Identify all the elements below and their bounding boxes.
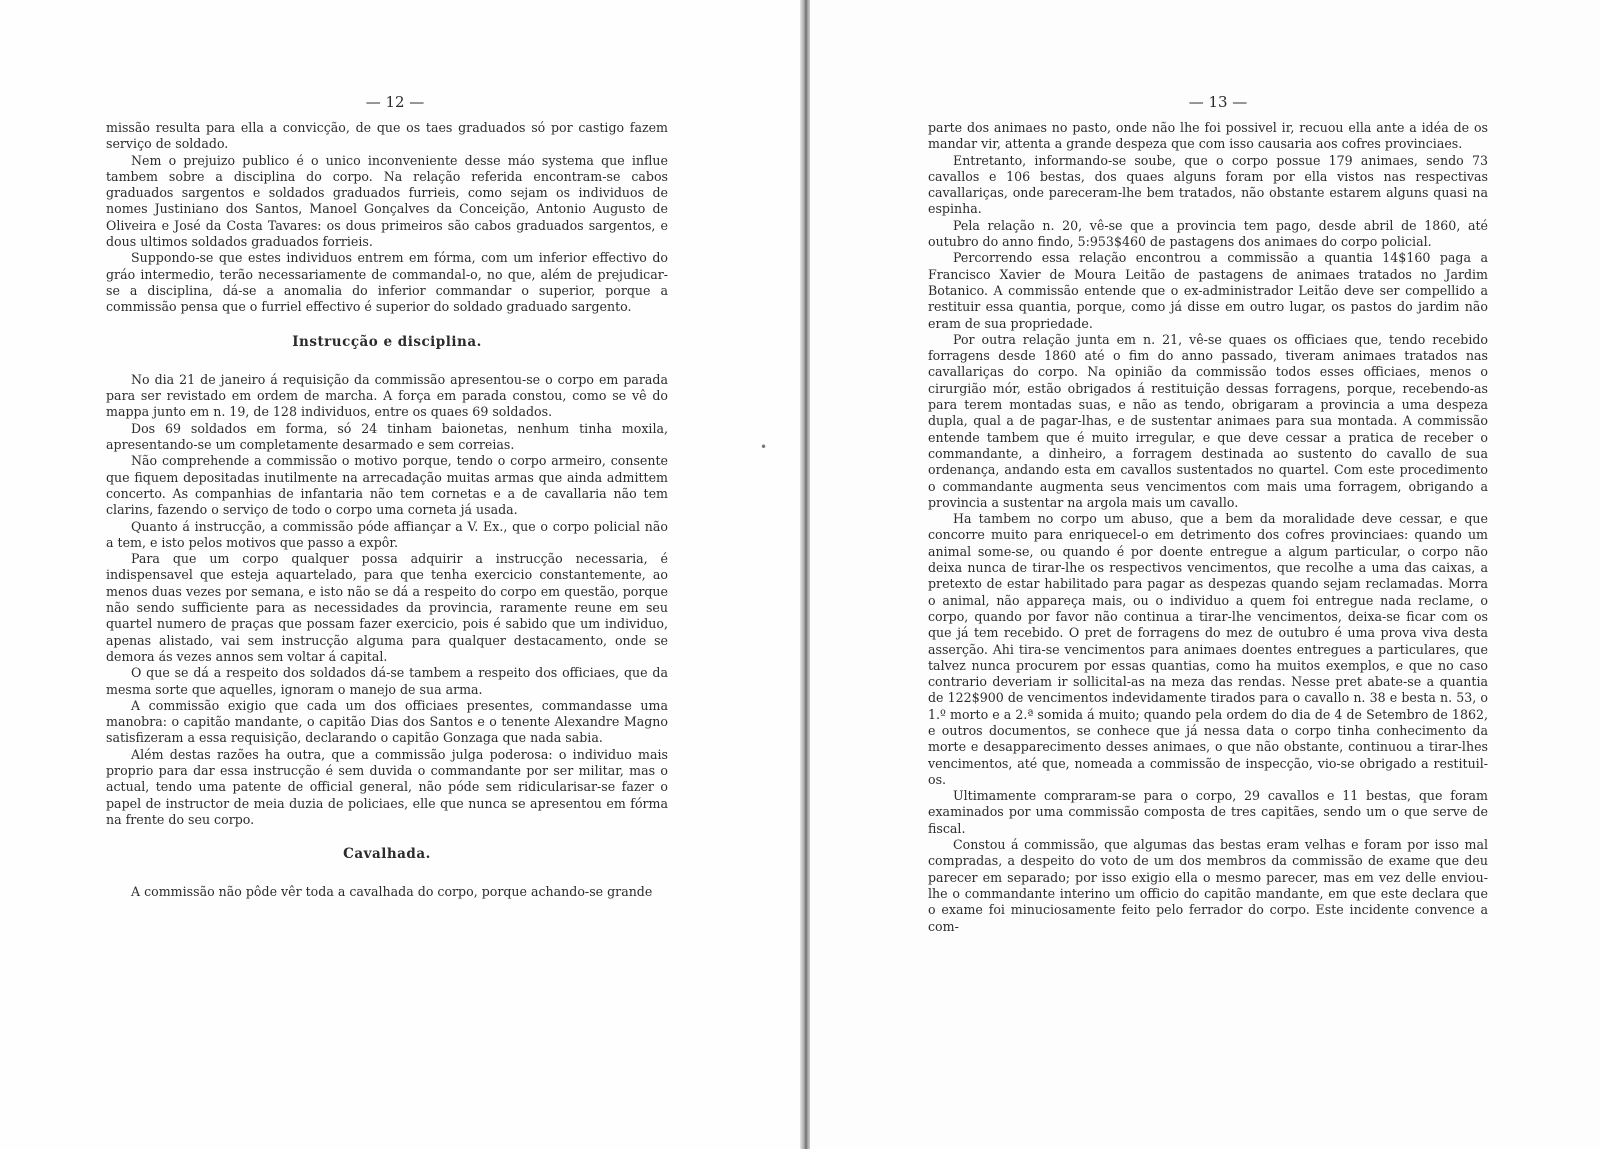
left-page-text bbox=[106, 120, 668, 901]
paragraph: O que se dá a respeito dos soldados dá-se tambem a respeito dos officiaes, que da mesma sorte que aquelles, ignoram o manejo de sua arma. bbox=[106, 665, 668, 697]
right-page-text bbox=[928, 120, 1488, 935]
paragraph: A commissão não pôde vêr toda a cavalhada do corpo, porque achando-se grande bbox=[131, 884, 653, 900]
ink-speck: • bbox=[760, 440, 768, 454]
paragraph: Quanto á instrucção, a commissão póde affiançar a V. Ex., que o corpo policial não a tem, e isto pelos motivos que passo a expôr. bbox=[106, 518, 668, 550]
paragraph: Ultimamente compraram-se para o corpo, 29 cavallos e 11 bestas, que foram examinados por uma commissão composta de tres capitães, sendo um o que serve de fiscal. bbox=[928, 788, 1488, 836]
section-heading-instruction: Instrucção e disciplina. bbox=[292, 333, 482, 350]
paragraph: Percorrendo essa relação encontrou a commissão a quantia 14$160 paga a Francisco Xavier de Moura Leitão de pastagens de animaes tratados no Jardim Botanico. A commissão entende que o ex-administrador Leitão deve ser compellido a restituir essa quantia, porque, como já disse em outro lugar, os pastos do jardim não eram de sua propriedade. bbox=[928, 250, 1488, 331]
paragraph: missão resulta para ella a convicção, de que os taes graduados só por castigo fazem serviço de soldado. bbox=[106, 120, 668, 152]
paragraph: Não comprehende a commissão o motivo porque, tendo o corpo armeiro, consente que fiquem depositadas inutilmente na arrecadação muitas armas que ainda admittem concerto. As companhias de infantaria não tem cornetas e a de cavallaria não tem clarins, fazendo o serviço de todo o corpo uma corneta já usada. bbox=[106, 453, 668, 518]
paragraph: Além destas razões ha outra, que a commissão julga poderosa: o individuo mais proprio para dar essa instrucção é sem duvida o commandante por ser militar, mas o actual, tendo uma patente de official general, não póde sem ridicularisar-se fazer o papel de instructor de meia duzia de policiaes, elle que nunca se apresentou em fórma na frente do seu corpo. bbox=[106, 746, 668, 827]
right-page bbox=[810, 0, 1600, 1149]
page-number: — 12 — bbox=[365, 93, 425, 111]
paragraph: Para que um corpo qualquer possa adquirir a instrucção necessaria, é indispensavel que esteja aquartelado, para que tenha exercicio constantemente, ao menos duas vezes por semana, e isto não se dá a respeito do corpo em questão, porque não sendo sufficiente para as necessidades da provincia, raramente reune em seu quartel numero de praças que possam fazer exercicio, pois é sabido que um individuo, apenas alistado, vai sem instrucção alguma para qualquer destacamento, onde se demora ás vezes annos sem voltar á capital. bbox=[106, 551, 668, 664]
section-heading-cavalhada: Cavalhada. bbox=[343, 846, 431, 863]
paragraph: A commissão exigio que cada um dos officiaes presentes, commandasse uma manobra: o capitão mandante, o capitão Dias dos Santos e o tenente Alexandre Magno satisfizeram a essa requisição, declarando o capitão Gonzaga que nada sabia. bbox=[106, 697, 668, 746]
paragraph: Constou á commissão, que algumas das bestas eram velhas e foram por isso mal compradas, a despeito do voto de um dos membros da commissão de exame que deu parecer em separado; por isso exigio ella o mesmo parecer, mas em vez delle enviou-lhe o commandante interino um officio do capitão mandante, em que este declara que o exame foi minuciosamente feito pelo ferrador do corpo. Este incidente convence a com- bbox=[928, 837, 1488, 934]
paragraph: Suppondo-se que estes individuos entrem em fórma, com um inferior effectivo do gráo intermedio, terão necessariamente de commandal-o, no que, além de prejudicar-se a disciplina, dá-se a anomalia do inferior commandar o superior, porque a commissão pensa que o furriel effectivo é superior do soldado graduado sargento. bbox=[106, 250, 668, 315]
paragraph: Por outra relação junta em n. 21, vê-se quaes os officiaes que, tendo recebido forragens desde 1860 até o fim do anno passado, tiveram animaes tratados nas cavallariças do corpo. Na opinião da commissão todos esses officiaes, menos o cirurgião mór, estão obrigados á restituição dessas forragens, porque, recebendo-as para terem montadas suas, e não as tendo, obrigaram a provincia a uma despeza dupla, qual a de pagar-lhas, e de sustentar animaes para sua montada. A commissão entende tambem que é muito irregular, e que deve cessar a pratica de receber o commandante, a dinheiro, a forragem destinada ao sustento do cavallo de sua ordenança, andando esta em cavallos sustentados no quartel. Com este procedimento o commandante augmenta seus vencimentos com mais uma forragem, obrigando a provincia a sustentar na argola mais um cavallo. bbox=[928, 331, 1488, 510]
paragraph: Entretanto, informando-se soube, que o corpo possue 179 animaes, sendo 73 cavallos e 106 bestas, dos quaes alguns foram por ella vistos nas respectivas cavallariças, onde pareceram-lhe bem tratados, não obstante estarem alguns quasi na espinha. bbox=[928, 152, 1488, 217]
paragraph: parte dos animaes no pasto, onde não lhe foi possivel ir, recuou ella ante a idéa de os mandar vir, attenta a grande despeza que com isso causaria aos cofres provinciaes. bbox=[928, 120, 1488, 152]
paragraph: No dia 21 de janeiro á requisição da commissão apresentou-se o corpo em parada para ser revistado em ordem de marcha. A força em parada constou, como se vê do mappa junto em n. 19, de 128 individuos, entre os quaes 69 soldados. bbox=[106, 371, 668, 420]
paragraph: Nem o prejuizo publico é o unico inconveniente desse máo systema que influe tambem sobre a disciplina do corpo. Na relação referida encontram-se cabos graduados sargentos e soldados graduados furrieis, como sejam os individuos de nomes Justiniano dos Santos, Manoel Gonçalves da Conceição, Antonio Augusto de Oliveira e José da Costa Tavares: os dous primeiros são cabos graduados sargentos, e dous ultimos soldados graduados forrieis. bbox=[106, 152, 668, 250]
paragraph: Dos 69 soldados em forma, só 24 tinham baionetas, nenhum tinha moxila, apresentando-se um completamente desarmado e sem correias. bbox=[106, 420, 668, 453]
page-number: — 13 — bbox=[1188, 93, 1248, 111]
paragraph: Ha tambem no corpo um abuso, que a bem da moralidade deve cessar, e que concorre muito para enriquecel-o em detrimento dos cofres provinciaes: quando um animal some-se, ou quando é por doente entregue a algum particular, o corpo não deixa nunca de tirar-lhe os respectivos vencimentos, que recolhe a uma das caixas, a pretexto de estar habilitado para pagar as despezas quando sejam reclamadas. Morra o animal, não appareça mais, ou o individuo a quem foi entregue nada reclame, o corpo, quando por favor não continua a tirar-lhe vencimentos, deixa-se ficar com os que já tem recebido. O pret de forragens do mez de outubro é uma prova viva desta asserção. Ahi tira-se vencimentos para animaes doentes entregues a particulares, que talvez nunca procurem por essas quantias, como ha muitos exemplos, e que no caso contrario deveriam ir sollicital-as na meza das rendas. Nesse pret abate-se a quantia de 122$900 de vencimentos indevidamente tirados para o cavallo n. 38 e besta n. 53, o 1.º morto e a 2.ª somida á muito; quando pela ordem do dia de 4 de Setembro de 1862, e outros documentos, se conhece que já nessa data o corpo tinha conhecimento da morte e desapparecimento desses animaes, o que não obstante, continuou a tirar-lhes vencimentos, até que, nomeada a commissão de inspecção, vio-se obrigado a restituil-os. bbox=[928, 511, 1488, 787]
paragraph: Pela relação n. 20, vê-se que a provincia tem pago, desde abril de 1860, até outubro do anno findo, 5:953$460 de pastagens dos animaes do corpo policial. bbox=[928, 217, 1488, 250]
